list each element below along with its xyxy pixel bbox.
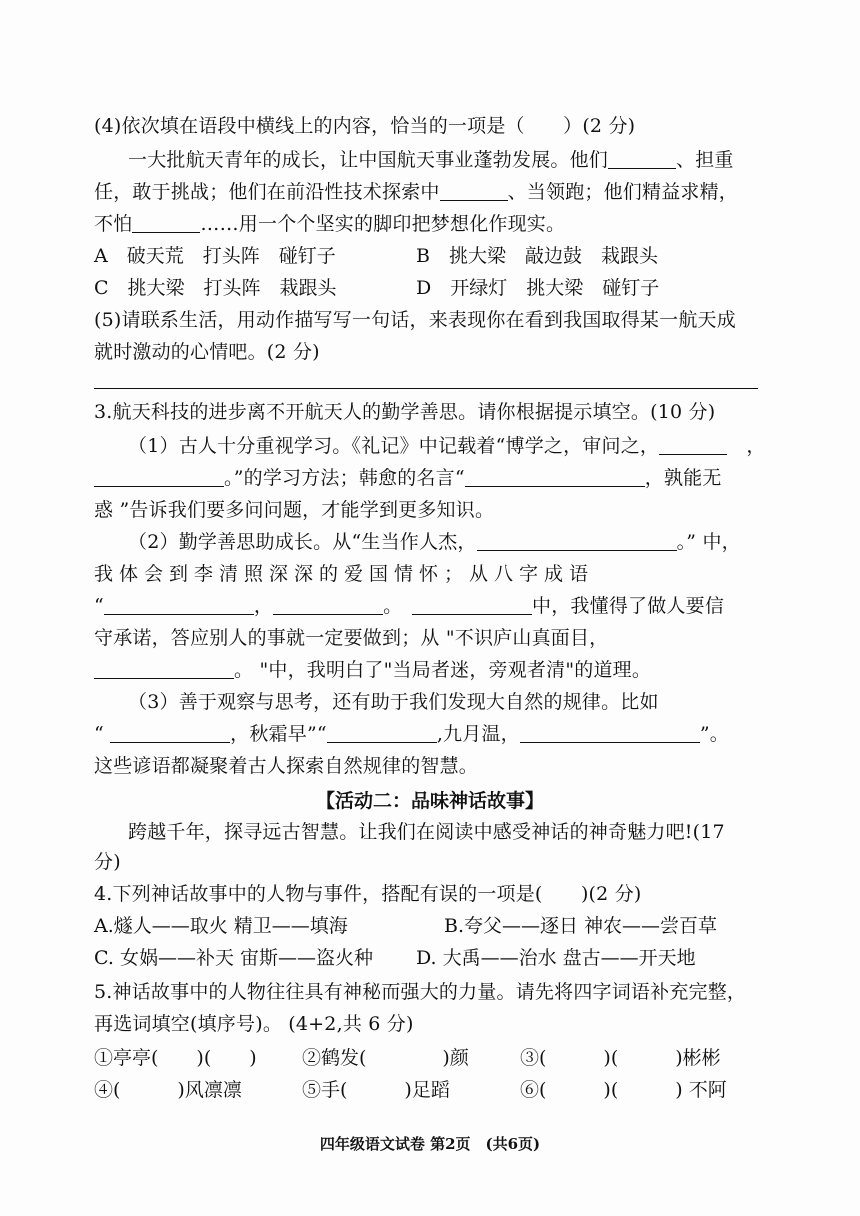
question-3-3-line-2: “ ，秋霜早”“ ,九月温， ”。 [94, 723, 729, 745]
question-4-stem: 4.下列神话故事中的人物与事件，搭配有误的一项是( )(2 分) [94, 883, 642, 905]
answer-blank[interactable] [659, 434, 727, 455]
idiom-6[interactable]: ⑥( )( ) 不阿 [520, 1079, 727, 1101]
answer-blank[interactable] [110, 722, 230, 743]
question-3-3-line-3: 这些谚语都凝聚着古人探索自然规律的智慧。 [94, 755, 479, 777]
option-b[interactable]: B 挑大梁 敲边鼓 栽跟头 [416, 245, 658, 267]
option-a[interactable]: A.燧人——取火 精卫——填海 [94, 915, 348, 937]
idiom-1[interactable]: ①亭亭( )( ) [94, 1047, 257, 1069]
question-4-4-passage-line-3: 不怕 ……用一个个坚实的脚印把梦想化作现实。 [94, 213, 566, 235]
answer-blank[interactable] [412, 594, 532, 615]
question-3-3-line-1: （3）善于观察与思考，还有助于我们发现大自然的规律。比如 [128, 691, 659, 713]
question-3-2-line-4: 守承诺，答应别人的事就一定要做到；从 "不识庐山真面目， [94, 627, 609, 649]
answer-blank[interactable] [477, 530, 677, 551]
page-footer: 四年级语文试卷 第2页 (共6页) [319, 1135, 541, 1153]
question-4-5-line-1: (5)请联系生活，用动作描写写一句话，来表现你在看到我国取得某一航天成 [94, 309, 736, 331]
option-d[interactable]: D. 大禹——治水 盘古——开天地 [416, 947, 696, 969]
option-c[interactable]: C 挑大梁 打头阵 栽跟头 [94, 277, 337, 299]
option-a[interactable]: A 破天荒 打头阵 碰钉子 [94, 245, 336, 267]
idiom-5[interactable]: ⑤手( )足蹈 [302, 1079, 450, 1101]
question-5-stem-line-2: 再选词填空(填序号)。 (4+2,共 6 分) [94, 1013, 414, 1035]
question-3-stem: 3.航天科技的进步离不开航天人的勤学善思。请你根据提示填空。(10 分) [94, 401, 716, 423]
question-3-2-line-1: （2）勤学善思助成长。从“生当作人杰， 。” 中， [128, 531, 741, 553]
answer-blank[interactable] [94, 658, 234, 679]
option-d[interactable]: D 开绿灯 挑大梁 碰钉子 [416, 277, 660, 299]
question-3-2-line-5: 。 "中，我明白了"当局者迷，旁观者清"的道理。 [94, 656, 651, 684]
question-3-1-line-2: 。”的学习方法；韩愈的名言“ ，孰能无 [94, 464, 722, 492]
activity-intro-line-2: 分) [94, 851, 121, 873]
activity-heading: 【活动二：品味神话故事】 [315, 790, 544, 812]
question-3-1-line-3: 惑 ”告诉我们要多问问题，才能学到更多知识。 [94, 499, 495, 521]
answer-blank[interactable] [327, 722, 437, 743]
answer-blank[interactable] [132, 212, 200, 233]
question-4-4-stem: (4)依次填在语段中横线上的内容，恰当的一项是（ ）(2 分) [94, 115, 636, 137]
answer-blank[interactable] [94, 466, 224, 487]
question-3-1-line-1: （1）古人十分重视学习。《礼记》中记载着“博学之，审问之， ， [128, 435, 766, 457]
answer-blank[interactable] [520, 722, 700, 743]
answer-blank[interactable] [465, 466, 645, 487]
question-4-5-line-2: 就时激动的心情吧。(2 分) [94, 341, 320, 363]
question-4-4-passage-line-1: 一大批航天青年的成长，让中国航天事业蓬勃发展。他们 、担重 [128, 149, 734, 171]
idiom-4[interactable]: ④( )风凛凛 [94, 1079, 242, 1101]
answer-blank[interactable] [273, 594, 383, 615]
answer-blank[interactable] [608, 148, 676, 169]
option-c[interactable]: C. 女娲——补天 宙斯——盗火种 [94, 947, 373, 969]
question-3-2-line-3: “ ， 。 中，我懂得了做人要信 [94, 595, 725, 617]
answer-line[interactable] [94, 388, 758, 389]
question-5-stem-line-1: 5.神话故事中的人物往往具有神秘而强大的力量。请先将四字词语补充完整， [94, 981, 747, 1003]
question-3-2-line-2: 我体会到李清照深深的爱国情怀；从八字成语 [94, 563, 595, 585]
activity-intro-line-1: 跨越千年，探寻远古智慧。让我们在阅读中感受神话的神奇魅力吧!(17 [128, 821, 725, 843]
idiom-2[interactable]: ②鹤发( )颜 [302, 1047, 469, 1069]
question-4-4-passage-line-2: 任，敢于挑战；他们在前沿性技术探索中 、当领跑；他们精益求精， [94, 181, 739, 203]
answer-blank[interactable] [440, 180, 508, 201]
option-b[interactable]: B.夸父——逐日 神农——尝百草 [444, 915, 718, 937]
idiom-3[interactable]: ③( )( )彬彬 [520, 1047, 721, 1069]
answer-blank[interactable] [104, 594, 254, 615]
